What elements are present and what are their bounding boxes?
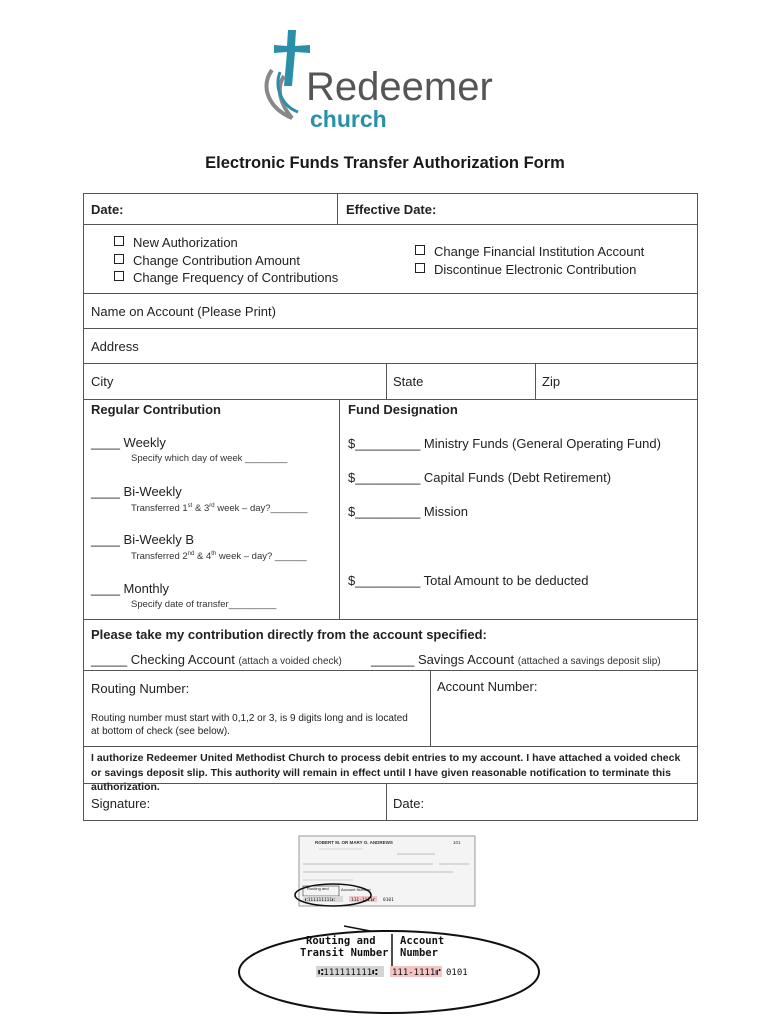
svg-text:0101: 0101 <box>383 898 394 903</box>
fund-designation-section <box>339 400 697 619</box>
fund-ministry[interactable]: $_________ Ministry Funds (General Operating Fund) <box>348 436 661 451</box>
signature-label: Signature: <box>91 796 151 811</box>
redeemer-church-logo <box>258 26 518 134</box>
option-discontinue[interactable]: Discontinue Electronic Contribution <box>415 261 644 279</box>
address-label: Address <box>91 339 139 354</box>
name-row[interactable] <box>84 294 697 329</box>
routing-callout-diagram <box>236 924 542 1016</box>
city-field[interactable] <box>84 364 386 399</box>
authorization-text: I authorize Redeemer United Methodist Church to process debit entries to my account. I have attached a voided check or savings deposit slip. This authority will remain in effect until I have given reasonable notification to terminate this authorization. <box>91 752 681 793</box>
checkbox-icon[interactable] <box>415 263 425 273</box>
form-title: Electronic Funds Transfer Authorization Form <box>205 154 565 172</box>
svg-text:Number: Number <box>400 947 438 959</box>
svg-text:ROBERT M. OR MARY O. ANDREWS: ROBERT M. OR MARY O. ANDREWS <box>315 840 393 845</box>
biweekly-note: Transferred 1st & 3rd week – day?_______ <box>131 503 308 514</box>
biweekly-b-option[interactable]: ____ Bi-Weekly B <box>91 532 195 547</box>
biweekly-option[interactable]: ____ Bi-Weekly <box>91 484 182 499</box>
logo-wordmark: Redeemer <box>306 65 493 109</box>
monthly-note: Specify date of transfer_________ <box>131 599 277 610</box>
routing-field[interactable] <box>84 671 430 746</box>
sample-check-image <box>293 834 478 910</box>
svg-text:Routing and: Routing and <box>307 886 329 891</box>
date-row <box>84 194 697 225</box>
eft-form <box>83 193 698 821</box>
regular-contribution-heading: Regular Contribution <box>91 402 221 417</box>
svg-text:Transit Number: Transit Number <box>300 947 389 959</box>
date-label: Date: <box>91 202 124 217</box>
savings-option[interactable]: ______ Savings Account (attached a savings deposit slip) <box>371 652 661 667</box>
account-type-row <box>84 620 697 671</box>
svg-text:Account: Account <box>400 935 445 947</box>
routing-label: Routing Number: <box>91 681 190 696</box>
checkbox-icon[interactable] <box>114 271 124 281</box>
signature-row <box>84 784 697 820</box>
routing-note: Routing number must start with 0,1,2 or 3, is 9 digits long and is located at bottom of check (see below). <box>91 713 408 737</box>
svg-text:0101: 0101 <box>446 968 468 978</box>
account-number-field[interactable] <box>430 671 697 746</box>
zip-field[interactable] <box>535 364 697 399</box>
svg-text:⑆111111111⑆: ⑆111111111⑆ <box>305 898 335 903</box>
city-state-zip-row <box>84 364 697 400</box>
contribution-row <box>84 400 697 620</box>
authorization-row <box>84 747 697 793</box>
regular-contribution-section <box>84 400 339 619</box>
checking-option[interactable]: _____ Checking Account (attach a voided check) <box>91 652 342 667</box>
options-right-group <box>415 243 644 278</box>
signature-date-field[interactable] <box>386 784 697 820</box>
option-change-amount[interactable]: Change Contribution Amount <box>114 252 338 270</box>
svg-text:Routing and: Routing and <box>306 935 376 947</box>
signature-date-label: Date: <box>393 796 425 811</box>
logo-subword: church <box>310 106 387 132</box>
svg-text:Account Number: Account Number <box>341 887 371 892</box>
svg-text:⑆111111111⑆: ⑆111111111⑆ <box>318 968 378 978</box>
name-label: Name on Account (Please Print) <box>91 304 276 319</box>
fund-capital[interactable]: $_________ Capital Funds (Debt Retirement) <box>348 470 612 485</box>
svg-text:101: 101 <box>453 840 461 845</box>
address-row[interactable] <box>84 329 697 364</box>
checkbox-icon[interactable] <box>114 254 124 264</box>
option-change-institution[interactable]: Change Financial Institution Account <box>415 243 644 261</box>
option-change-frequency[interactable]: Change Frequency of Contributions <box>114 269 338 287</box>
weekly-note: Specify which day of week ________ <box>131 453 288 464</box>
fund-designation-heading: Fund Designation <box>348 402 458 417</box>
options-left-group <box>114 234 338 287</box>
account-number-label: Account Number: <box>437 679 538 694</box>
option-new-authorization[interactable]: New Authorization <box>114 234 338 252</box>
signature-field[interactable] <box>84 784 386 820</box>
svg-text:111-1111⑈: 111-1111⑈ <box>351 898 376 903</box>
weekly-option[interactable]: ____ Weekly <box>91 435 166 450</box>
city-label: City <box>91 374 114 389</box>
checkbox-icon[interactable] <box>114 236 124 246</box>
fund-total[interactable]: $_________ Total Amount to be deducted <box>348 573 589 588</box>
fund-mission[interactable]: $_________ Mission <box>348 504 468 519</box>
account-heading: Please take my contribution directly from the account specified: <box>91 627 487 642</box>
routing-account-row <box>84 671 697 747</box>
biweekly-b-note: Transferred 2nd & 4th week – day? ______ <box>131 551 307 562</box>
effective-date-label: Effective Date: <box>346 202 437 217</box>
checkbox-icon[interactable] <box>415 245 425 255</box>
state-field[interactable] <box>386 364 536 399</box>
state-label: State <box>393 374 424 389</box>
options-row <box>84 225 697 294</box>
monthly-option[interactable]: ____ Monthly <box>91 581 170 596</box>
zip-label: Zip <box>542 374 561 389</box>
svg-text:111-1111⑈: 111-1111⑈ <box>392 968 441 978</box>
